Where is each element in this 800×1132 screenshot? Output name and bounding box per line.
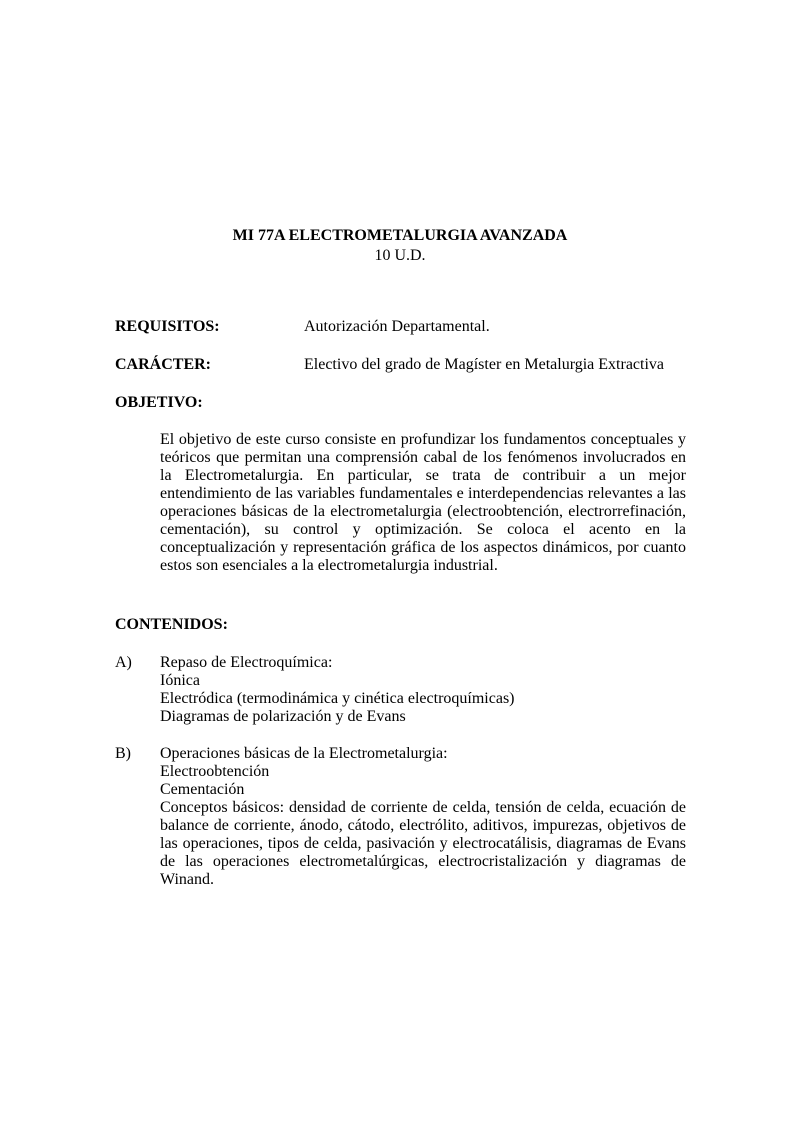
requisitos-label: REQUISITOS: (115, 318, 220, 335)
item-a-title: Repaso de Electroquímica: (160, 654, 333, 671)
item-b-title: Operaciones básicas de la Electrometalurgia: (160, 745, 448, 762)
item-a-line: Diagramas de polarización y de Evans (160, 708, 406, 725)
item-b-paragraph: Conceptos básicos: densidad de corriente de celda, tensión de celda, ecuación de balance de corriente, ánodo, cátodo, electrólito, aditivos, impurezas, objetivos de las operaciones, tipos de celda, pasivación y electrocatálisis, diagramas de Evans de las operaciones electrometalúrgicas, electrocristalización y diagramas de Winand. (160, 799, 686, 888)
item-a-letter: A) (115, 654, 132, 671)
caracter-label: CARÁCTER: (115, 356, 211, 373)
objetivo-paragraph: El objetivo de este curso consiste en profundizar los fundamentos conceptuales y teóricos que permitan una comprensión cabal de los fenómenos involucrados en la Electrometalurgia. En particular, se trata de contribuir a un mejor entendimiento de las variables fundamentales e interdependencias relevantes a las operaciones básicas de la electrometalurgia (electroobtención, electrorrefinación, cementación), su control y optimización. Se coloca el acento en la conceptualización y representación gráfica de los aspectos dinámicos, por cuanto estos son esenciales a la electrometalurgia industrial. (160, 431, 686, 574)
item-a-line: Iónica (160, 672, 200, 689)
caracter-value: Electivo del grado de Magíster en Metalurgia Extractiva (304, 356, 665, 373)
item-b-body (160, 745, 686, 889)
requisitos-value: Autorización Departamental. (304, 318, 490, 335)
contenidos-heading: CONTENIDOS: (115, 616, 228, 633)
item-a-line: Electródica (termodinámica y cinética electroquímicas) (160, 690, 515, 707)
course-header (0, 226, 800, 266)
item-b-line: Electroobtención (160, 763, 270, 780)
course-units: 10 U.D. (374, 247, 426, 264)
objetivo-heading: OBJETIVO: (115, 394, 203, 411)
item-a-body (160, 654, 686, 726)
course-title: MI 77A ELECTROMETALURGIA AVANZADA (232, 227, 568, 244)
objetivo-text-block (160, 431, 686, 575)
item-b-letter: B) (115, 745, 131, 762)
item-b-line: Cementación (160, 781, 245, 798)
